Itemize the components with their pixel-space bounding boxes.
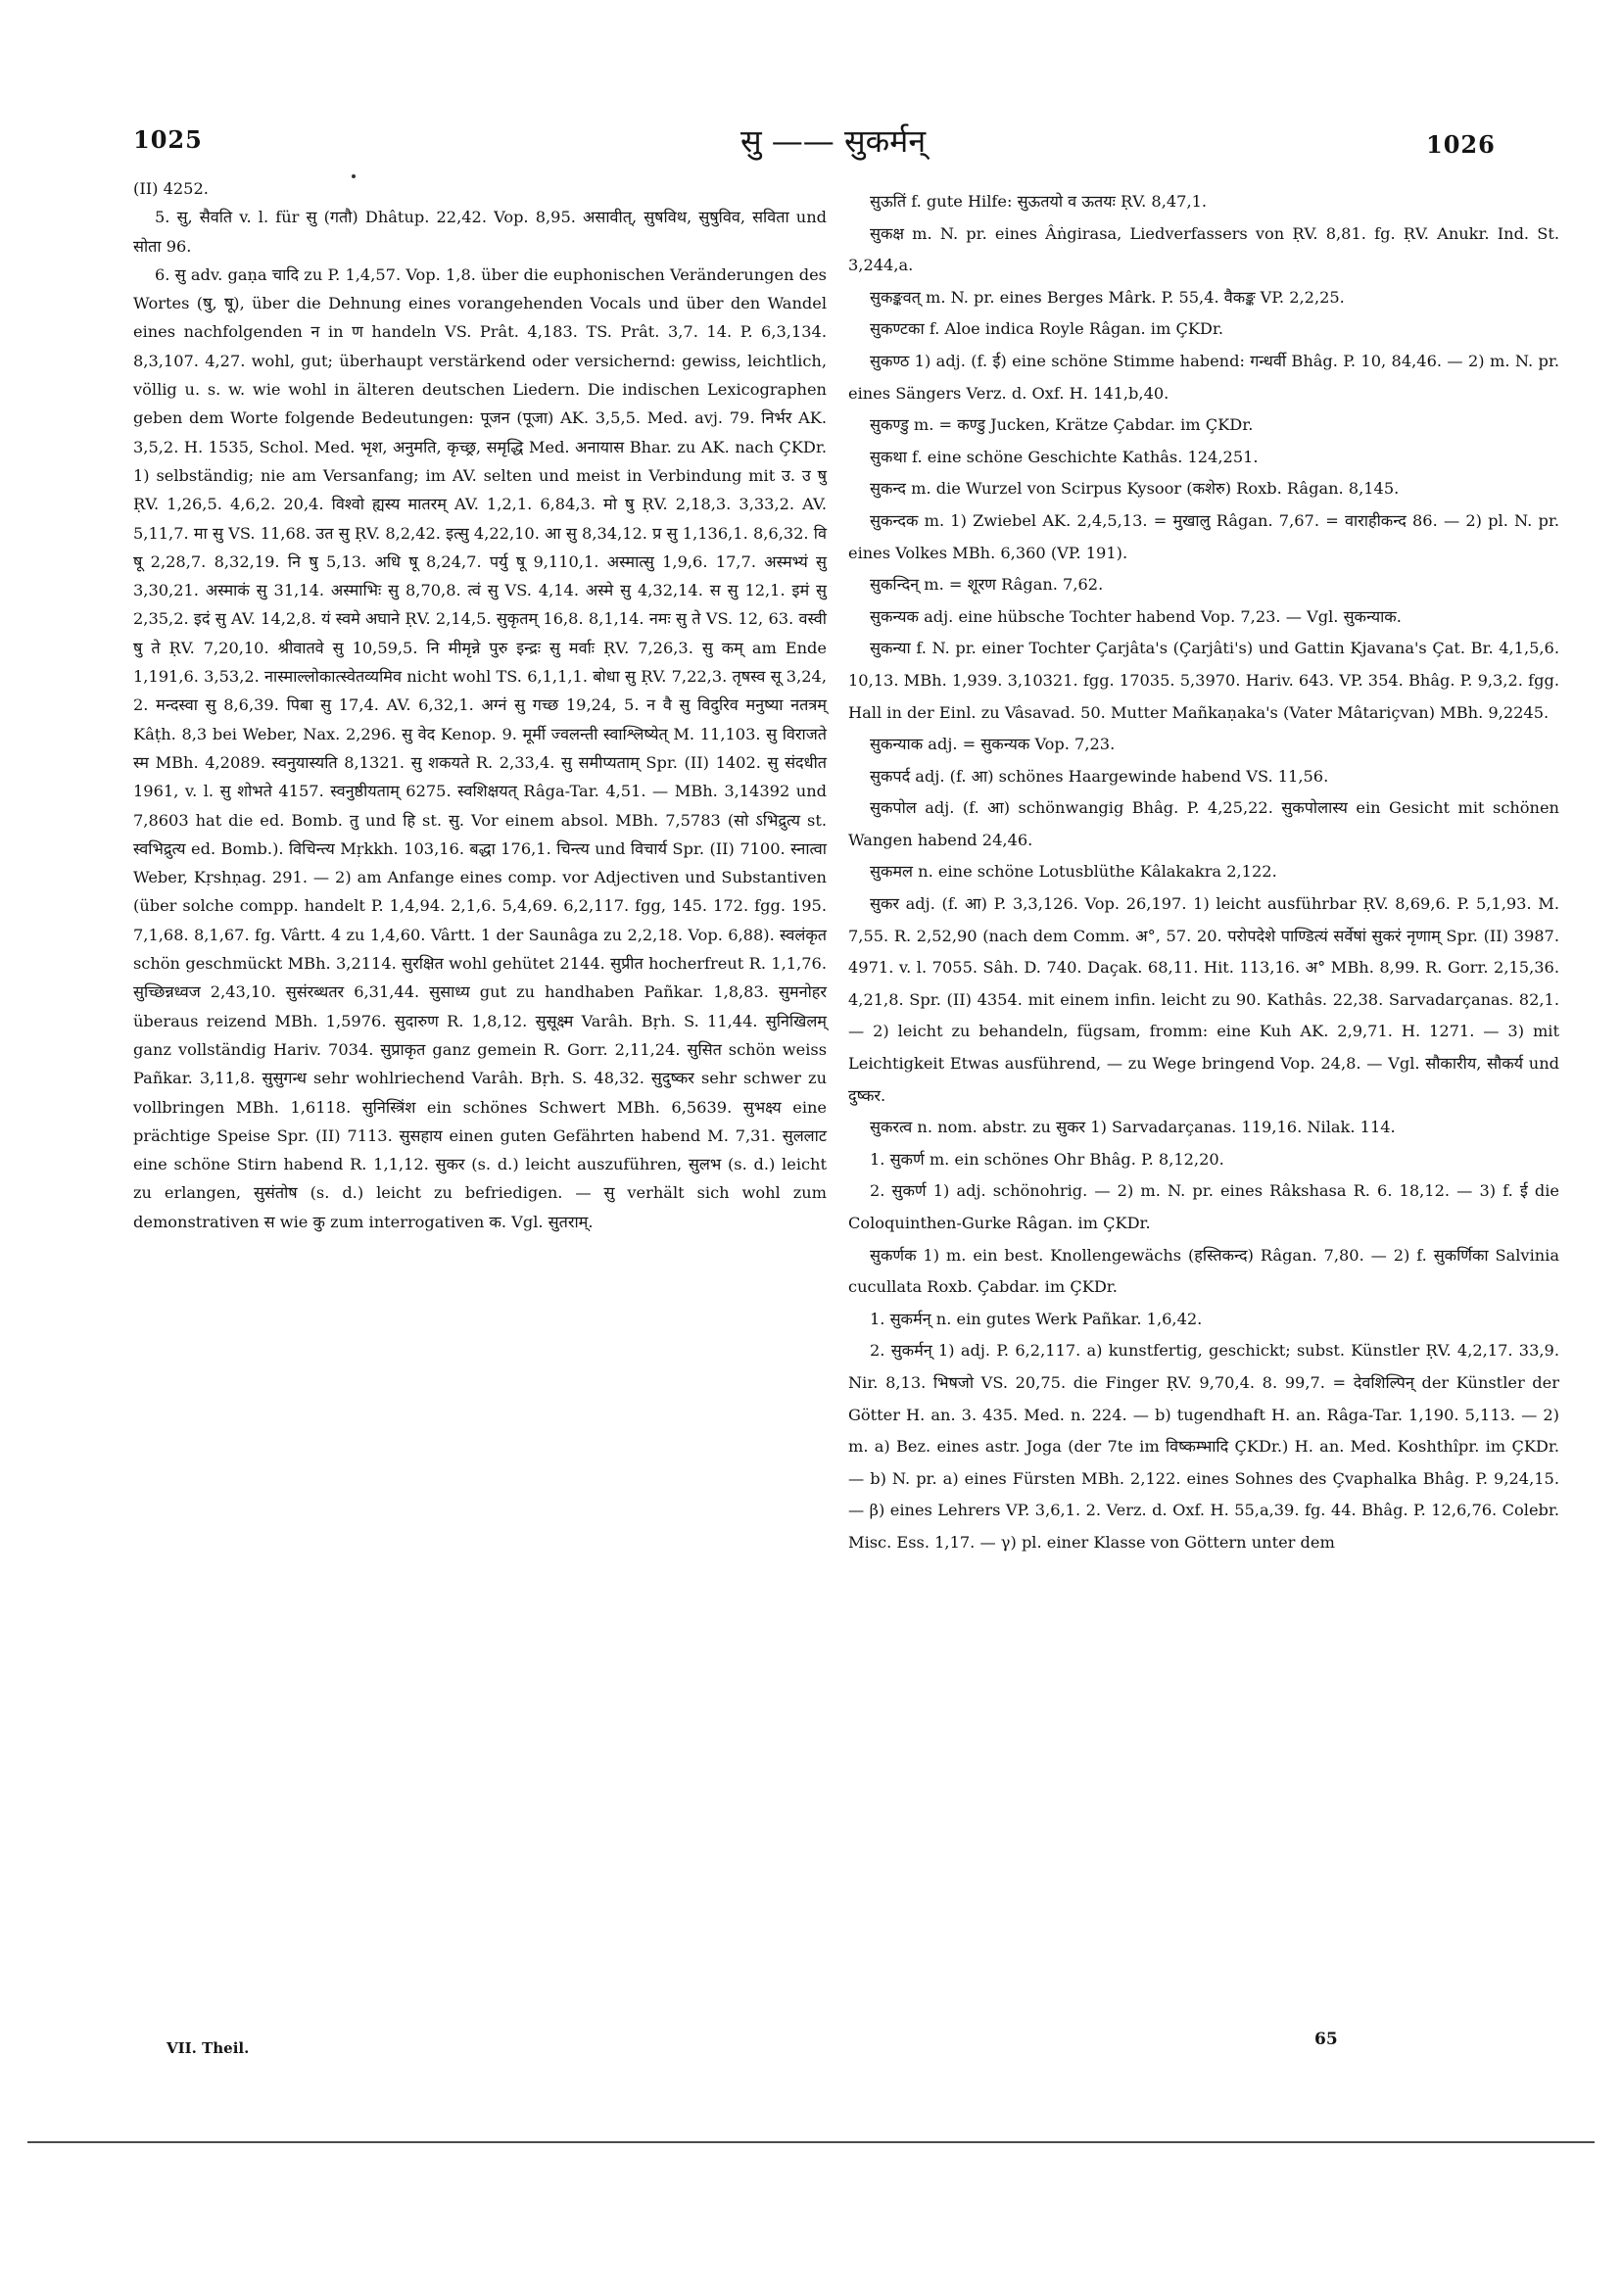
entry: सुकमल n. eine schöne Lotusblüthe Kâlakakra 2,122. bbox=[870, 862, 1277, 882]
sheet-number: 65 bbox=[1314, 2030, 1338, 2049]
entry-su-5: 5. सु, सैवति v. l. für सु (गतौ) Dhâtup. 22,42. Vop. 8,95. असावीत्, सुषविथ, सुषुविव, सविता und सोता 96. bbox=[133, 208, 827, 256]
entry: सुकथा f. eine schöne Geschichte Kathâs. 124,251. bbox=[870, 447, 1259, 466]
entry: 2. सुकर्ण 1) adj. schönohrig. — 2) m. N. pr. eines Râkshasa R. 6. 18,12. — 3) f. ई die Coloquinthen-Gurke Râgan. im ÇKDr. bbox=[848, 1181, 1559, 1232]
entry: सुकन्दिन् m. = शूरण Râgan. 7,62. bbox=[870, 575, 1104, 595]
entry: सुकन्या f. N. pr. einer Tochter Çarjâta's (Çarjâti's) und Gattin Kjavana's Çat. Br. 4,1,5,6. 10,13. MBh. 1,939. 3,10321. fgg. 17035. 5,3970. Hariv. 643. VP. 354. Bhâg. P. 9,3,2. fgg. Hall in der Einl. zu Vâsavad. 50. Mutter Mañkaṇaka's (Vater Mâtariçvan) MBh. 9,2245. bbox=[848, 639, 1559, 722]
entry-su-6: 6. सु adv. gaṇa चादि zu P. 1,4,57. Vop. 1,8. über die euphonischen Veränderungen des Wortes (षु, षू), über die Dehnung eines vorangehenden Vocals und über den Wandel eines nachfolgenden न in ण handeln VS. Prât. 4,183. TS. Prât. 3,7. 14. P. 6,3,134. 8,3,107. 4,27. wohl, gut; überhaupt verstärkend oder versichernd: gewiss, leichtlich, völlig u. s. w. wie wohl in älteren deutschen Liedern. Die indischen Lexicographen geben dem Worte folgende Bedeutungen: पूजन (पूजा) AK. 3,5,5. Med. avj. 79. निर्भर AK. 3,5,2. H. 1535, Schol. Med. भृश, अनुमति, कृच्छ्र, समृद्धि Med. अनायास Bhar. zu AK. nach ÇKDr. 1) selbständig; nie am Versanfang; im AV. selten und meist in Verbindung mit उ. उ षु ṚV. 1,26,5. 4,6,2. 20,4. विश्वो ह्यस्य मातरम् AV. 1,2,1. 6,84,3. मो षु ṚV. 2,18,3. 3,33,2. AV. 5,11,7. मा सु VS. 11,68. उत सु ṚV. 8,2,42. इत्सु 4,22,10. आ सु 8,34,12. प्र सु 1,136,1. 8,6,32. वि षू 2,28,7. 8,32,19. नि षु 5,13. अधि षू 8,24,7. पर्यु षू 9,110,1. अस्मात्सु 1,9,6. 17,7. अस्मभ्यं सु 3,30,21. अस्माकं सु 31,14. अस्माभिः सु 8,70,8. त्वं सु VS. 4,14. अस्मे सु 4,32,14. स सु 12,1. इमं सु 2,35,2. इदं सु AV. 14,2,8. यं स्वमे अघाने ṚV. 2,14,5. सुकृतम् 16,8. 8,1,14. नमः सु ते VS. 12, 63. वस्वी षु ते ṚV. 7,20,10. श्रीवातवे सु 10,59,5. नि मीमृन्ने पुरु इन्द्रः सु मर्वाः ṚV. 7,26,3. सु कम् am Ende 1,191,6. 3,53,2. नास्माल्लोकात्स्वेतव्यमिव nicht wohl TS. 6,1,1,1. बोधा सु ṚV. 7,22,3. तृषस्व सू 3,24, 2. मन्दस्वा सु 8,6,39. पिबा सु 17,4. AV. 6,32,1. अग्नं सु गच्छ 19,24, 5. न वै सु विदुरिव मनुष्या नतत्रम् Kâṭh. 8,3 bei Weber, Nax. 2,296. सु वेद Kenop. 9. मूर्मी ज्वलन्ती स्वाश्लिष्येत् M. 11,103. सु विराजते स्म MBh. 4,2089. स्वनुयास्यति 8,1321. सु शकयते R. 2,33,4. सु समीप्यताम् Spr. (II) 1402. सु संदधीत 1961, v. l. सु शोभते 4157. स्वनुष्ठीयताम् 6275. स्वशिक्षयत् Râga-Tar. 4,51. — MBh. 3,14392 und 7,8603 hat die ed. Bomb. तु und हि st. सु. Vor einem absol. MBh. 7,5783 (सो ऽभिद्रुत्य st. स्वभिद्रुत्य ed. Bomb.). विचिन्त्य Mṛkkh. 103,16. बद्धा 176,1. चिन्त्य und विचार्य Spr. (II) 7100. स्नात्वा Weber, Kṛshṇag. 291. — 2) am Anfange eines comp. vor Adjectiven und Substantiven (über solche compp. handelt P. 1,4,94. 2,1,6. 5,4,69. 6,2,117. fgg, 145. 172. fgg. 195. 7,1,68. 8,1,67. fg. Vârtt. 4 zu 1,4,60. Vârtt. 1 der Saunâga zu 2,2,18. Vop. 6,88). स्वलंकृत schön geschmückt MBh. 3,2114. सुरक्षित wohl gehütet 2144. सुप्रीत hocherfreut R. 1,1,76. सुच्छिन्नध्वज 2,43,10. सुसंरब्धतर 6,31,44. सुसाध्य gut zu handhaben Pañkar. 1,8,83. सुमनोहर überaus reizend MBh. 1,5976. सुदारुण R. 1,8,12. सुसूक्ष्म Varâh. Bṛh. S. 11,44. सुनिखिलम् ganz vollständig Hariv. 7034. सुप्राकृत ganz gemein R. Gorr. 2,11,24. सुसित schön weiss Pañkar. 3,11,8. सुसुगन्ध sehr wohlriechend Varâh. Bṛh. S. 48,32. सुदुष्कर sehr schwer zu vollbringen MBh. 1,6118. सुनिस्त्रिंश ein schönes Schwert MBh. 6,5639. सुभक्ष्य eine prächtige Speise Spr. (II) 7113. सुसहाय einen guten Gefährten habend M. 7,31. सुललाट eine schöne Stirn habend R. 1,1,12. सुकर (s. d.) leicht auszuführen, सुलभ (s. d.) leicht zu erlangen, सुसंतोष (s. d.) leicht zu befriedigen. — सु verhält sich wohl zum demonstrativen स wie कु zum interrogativen क. Vgl. सुतराम्. bbox=[133, 264, 827, 1231]
entry: सुकन्दक m. 1) Zwiebel AK. 2,4,5,13. = मुखालु Râgan. 7,67. = वाराहीकन्द 86. — 2) pl. N. pr. eines Volkes MBh. 6,360 (VP. 191). bbox=[848, 510, 1559, 562]
entry: सुकर्णक 1) m. ein best. Knollengewächs (हस्तिकन्द) Râgan. 7,80. — 2) f. सुकर्णिका Salvinia cucullata Roxb. Çabdar. im ÇKDr. bbox=[848, 1245, 1559, 1297]
right-column bbox=[848, 186, 1559, 1559]
entry: सुकक्ष m. N. pr. eines Âṅgirasa, Liedverfassers von ṚV. 8,81. fg. ṚV. Anukr. Ind. St. 3,244,a. bbox=[848, 223, 1559, 275]
page-number-left: 1025 bbox=[133, 125, 203, 154]
entry: सुकपोल adj. (f. आ) schönwangig Bhâg. P. 4,25,22. सुकपोलास्य ein Gesicht mit schönen Wangen habend 24,46. bbox=[848, 798, 1559, 849]
volume-signature: VII. Theil. bbox=[167, 2039, 250, 2057]
entry: सुकन्यक adj. eine hübsche Tochter habend Vop. 7,23. — Vgl. सुकन्याक. bbox=[870, 606, 1402, 626]
left-column bbox=[133, 174, 827, 1236]
entry: सुऊतिं f. gute Hilfe: सुऊतयो व ऊतयः ṚV. 8,47,1. bbox=[870, 192, 1208, 211]
page-number-right: 1026 bbox=[1426, 130, 1496, 159]
entry-continuation: (II) 4252. bbox=[133, 179, 209, 198]
bottom-rule bbox=[27, 2141, 1595, 2143]
entry: 2. सुकर्मन् 1) adj. P. 6,2,117. a) kunstfertig, geschickt; subst. Künstler ṚV. 4,2,17. 33,9. Nir. 8,13. भिषजो VS. 20,75. die Finger ṚV. 9,70,4. 8. 99,7. = देवशिल्पिन् der Künstler der Götter H. an. 3. 435. Med. n. 224. — b) tugendhaft H. an. Râga-Tar. 1,190. 5,113. — 2) m. a) Bez. eines astr. Joga (der 7te im विष्कम्भादि ÇKDr.) H. an. Med. Koshthîpr. im ÇKDr. — b) N. pr. a) eines Fürsten MBh. 2,122. eines Sohnes des Çvaphalka Bhâg. P. 9,24,15. — β) eines Lehrers VP. 3,6,1. 2. Verz. d. Oxf. H. 55,a,39. fg. 44. Bhâg. P. 12,6,76. Colebr. Misc. Ess. 1,17. — γ) pl. einer Klasse von Göttern unter dem bbox=[848, 1341, 1559, 1552]
entry: सुकर adj. (f. आ) P. 3,3,126. Vop. 26,197. 1) leicht ausführbar ṚV. 8,69,6. P. 5,1,93. M. 7,55. R. 2,52,90 (nach dem Comm. अ°, 57. 20. परोपदेशे पाण्डित्यं सर्वेषां सुकरं नृणाम् Spr. (II) 3987. 4971. v. l. 7055. Sâh. D. 740. Daçak. 68,11. Hit. 113,16. अ° MBh. 8,99. R. Gorr. 2,15,36. 4,21,8. Spr. (II) 4354. mit einem infin. leicht zu 90. Kathâs. 22,38. Sarvadarçanas. 82,1. — 2) leicht zu behandeln, fügsam, fromm: eine Kuh AK. 2,9,71. H. 1271. — 3) mit Leichtigkeit Etwas ausführend, — zu Wege bringend Vop. 24,8. — Vgl. सौकारीय, सौकर्य und दुष्कर. bbox=[848, 894, 1559, 1105]
entry: सुकपर्द adj. (f. आ) schönes Haargewinde habend VS. 11,56. bbox=[870, 766, 1329, 786]
entry: सुकङ्कवत् m. N. pr. eines Berges Mârk. P. 55,4. वैकङ्क VP. 2,2,25. bbox=[870, 287, 1345, 307]
entry: सुकण्डु m. = कण्डु Jucken, Krätze Çabdar. im ÇKDr. bbox=[870, 415, 1254, 435]
entry: सुकरत्व n. nom. abstr. zu सुकर 1) Sarvadarçanas. 119,16. Nilak. 114. bbox=[870, 1118, 1396, 1137]
entry: सुकण्ठ 1) adj. (f. ई) eine schöne Stimme habend: गन्धर्वी Bhâg. P. 10, 84,46. — 2) m. N. pr. eines Sängers Verz. d. Oxf. H. 141,b,40. bbox=[848, 351, 1559, 403]
entry: सुकन्द m. die Wurzel von Scirpus Kysoor (कशेरु) Roxb. Râgan. 8,145. bbox=[870, 479, 1400, 499]
entry: सुकण्टका f. Aloe indica Royle Râgan. im ÇKDr. bbox=[870, 319, 1224, 339]
running-head: सु —— सुकर्मन् bbox=[740, 122, 927, 160]
entry: सुकन्याक adj. = सुकन्यक Vop. 7,23. bbox=[870, 735, 1116, 754]
entry: 1. सुकर्ण m. ein schönes Ohr Bhâg. P. 8,12,20. bbox=[870, 1149, 1224, 1169]
entry: 1. सुकर्मन् n. ein gutes Werk Pañkar. 1,6,42. bbox=[870, 1309, 1203, 1328]
